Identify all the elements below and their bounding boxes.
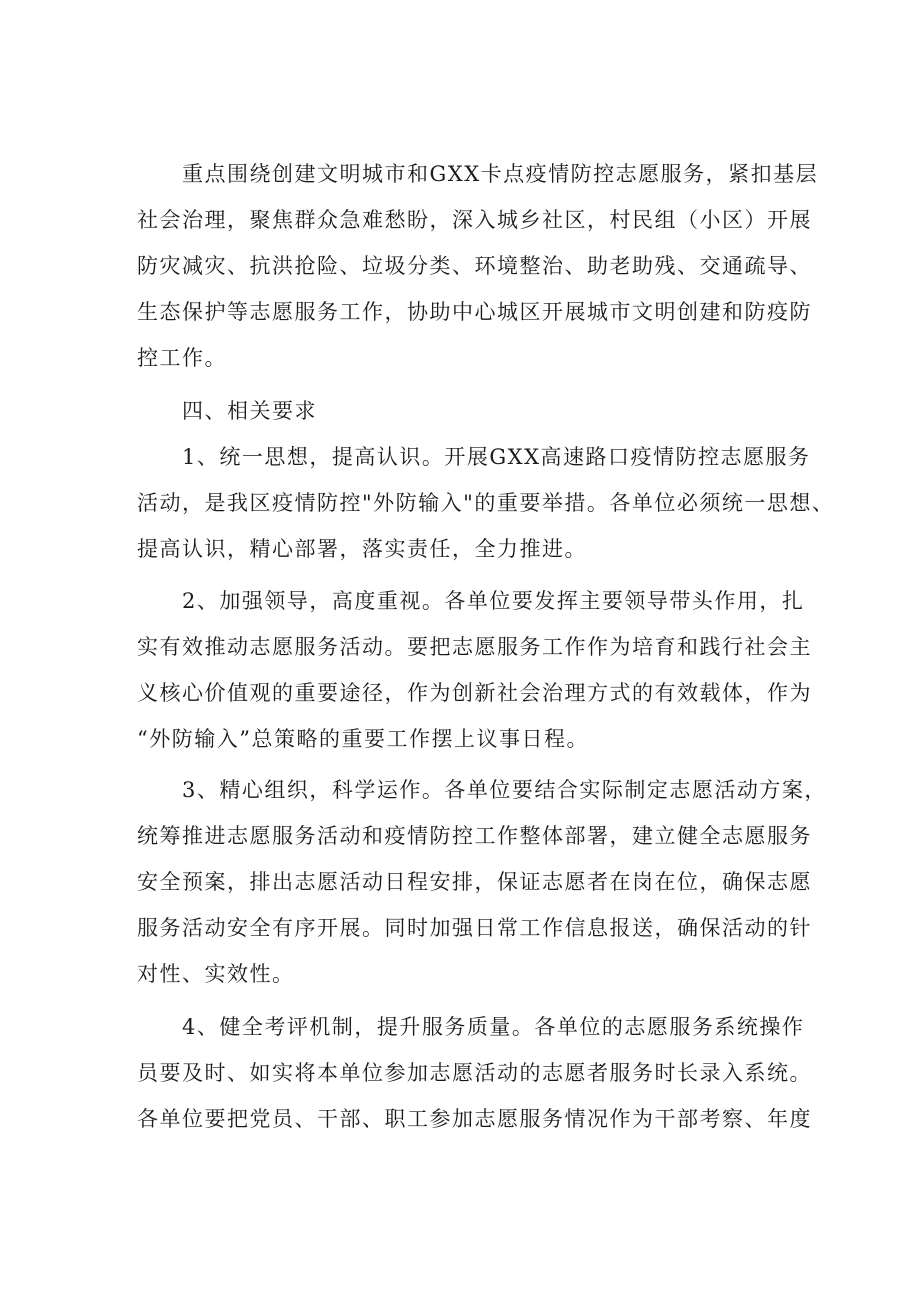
body-text-line: 统筹推进志愿服务活动和疫情防控工作整体部署，建立健全志愿服务 [137, 824, 812, 848]
body-text-line: 生态保护等志愿服务工作，协助中心城区开展城市文明创建和防疫防 [137, 300, 812, 324]
body-text-line: 防灾减灾、抗洪抢险、垃圾分类、环境整治、助老助残、交通疏导、 [137, 254, 812, 278]
body-text-line: 各单位要把党员、干部、职工参加志愿服务情况作为干部考察、年度 [137, 1107, 812, 1131]
body-text-line: 员要及时、如实将本单位参加志愿活动的志愿者服务时长录入系统。 [137, 1061, 812, 1085]
body-text-line: 社会治理，聚焦群众急难愁盼，深入城乡社区，村民组（小区）开展 [137, 208, 812, 232]
body-text-line: 重点围绕创建文明城市和GXX卡点疫情防控志愿服务，紧扣基层 [182, 162, 819, 186]
body-text-line: 活动，是我区疫情防控"外防输入"的重要举措。各单位必须统一思想、 [137, 491, 835, 515]
body-text-line: 控工作。 [137, 346, 227, 370]
body-text-line: 3、精心组织，科学运作。各单位要结合实际制定志愿活动方案， [182, 778, 827, 802]
section-heading: 四、相关要求 [182, 399, 317, 423]
body-text-line: 对性、实效性。 [137, 962, 295, 986]
body-text-line: “外防输入”总策略的重要工作摆上议事日程。 [137, 727, 589, 751]
body-text-line: 服务活动安全有序开展。同时加强日常工作信息报送，确保活动的针 [137, 916, 812, 940]
body-text-line: 2、加强领导，高度重视。各单位要发挥主要领导带头作用，扎 [182, 589, 805, 613]
body-text-line: 实有效推动志愿服务活动。要把志愿服务工作作为培育和践行社会主 [137, 635, 812, 659]
body-text-line: 1、统一思想，提高认识。开展GXX高速路口疫情防控志愿服务 [182, 445, 811, 469]
body-text-line: 义核心价值观的重要途径，作为创新社会治理方式的有效载体，作为 [137, 681, 812, 705]
body-text-line: 提高认识，精心部署，落实责任，全力推进。 [137, 537, 587, 561]
body-text-line: 4、健全考评机制，提升服务质量。各单位的志愿服务系统操作 [182, 1015, 805, 1039]
body-text-line: 安全预案，排出志愿活动日程安排，保证志愿者在岗在位，确保志愿 [137, 870, 812, 894]
